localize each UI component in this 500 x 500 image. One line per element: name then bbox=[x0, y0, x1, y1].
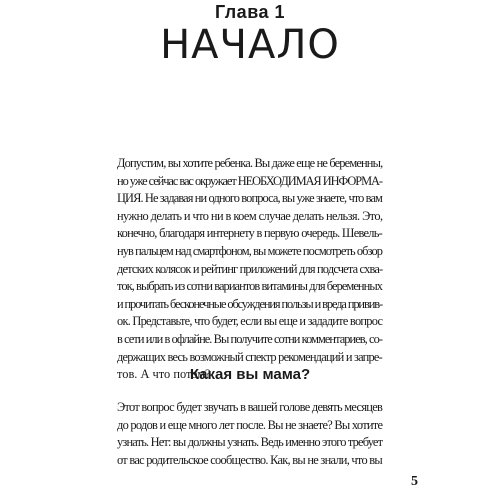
text-line: Допустим, вы хотите ребенка. Вы даже еще не беременны, bbox=[117, 156, 383, 170]
text-line: детских колясок и рейтинг приложений для подсчета схва- bbox=[117, 261, 383, 276]
text-line: ток, выбрать из сотни вариантов витамины для беременных bbox=[117, 279, 382, 294]
paragraph-intro bbox=[117, 155, 382, 384]
text-line: Этот вопрос будет звучать в вашей голове девять месяцев bbox=[117, 400, 383, 414]
page-number: 5 bbox=[411, 474, 418, 489]
text-line: узнать. Нет: вы должны узнать. Ведь именно этого требует bbox=[117, 435, 383, 450]
text-line: держащих весь возможный спектр рекомендаций и запре- bbox=[117, 349, 382, 364]
text-line: ок. Представьте, что будет, если вы еще и зададите вопрос bbox=[117, 314, 383, 329]
chapter-title: НАЧАЛО bbox=[160, 22, 340, 68]
text-line: и прочитать бесконечные обсуждения пользы и вреда привив- bbox=[117, 296, 382, 311]
text-line: ЦИЯ. Не задавая ни одного вопроса, вы уже знаете, что вам bbox=[117, 191, 382, 206]
section-heading: Какая вы мама? bbox=[189, 366, 311, 383]
chapter-label: Глава 1 bbox=[214, 2, 286, 22]
text-line: но уже сейчас вас окружает НЕОБХОДИМАЯ ИНФОРМА- bbox=[117, 173, 382, 188]
text-line: от вас родительское сообщество. Как, вы не знали, что вы bbox=[117, 452, 382, 467]
text-line: нужно делать и что ни в коем случае делать нельзя. Это, bbox=[117, 208, 383, 223]
text-line: нув пальцем над смартфоном, вы можете посмотреть обзор bbox=[117, 243, 383, 258]
text-line: в сети или в офлайне. Вы получите сотни комментариев, со- bbox=[117, 331, 382, 346]
paragraph-section bbox=[117, 399, 382, 469]
text-line: тов. А что потом? bbox=[117, 367, 211, 382]
text-line: до родов и еще много лет после. Вы не знаете? Вы хотите bbox=[117, 417, 383, 432]
text-line: конечно, благодаря интернету в первую очередь. Шевель- bbox=[117, 226, 382, 241]
